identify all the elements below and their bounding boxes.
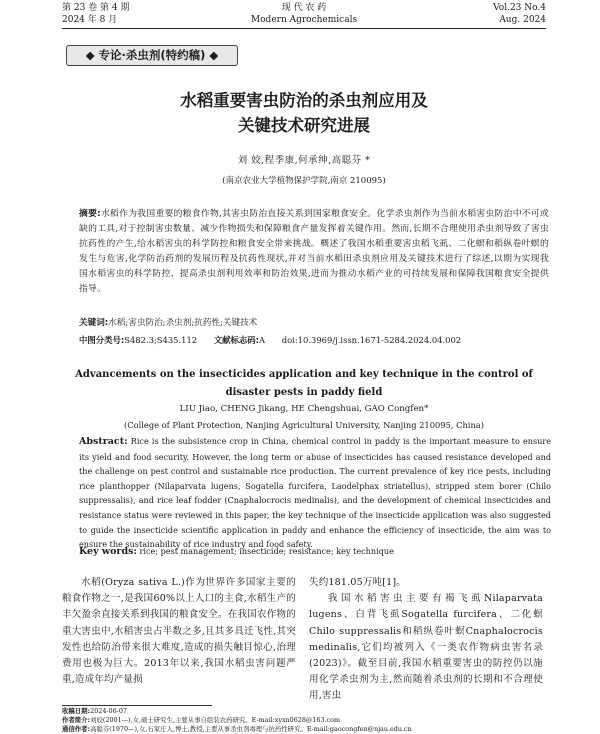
volume-issue-en: Vol.23 No.4: [493, 3, 546, 13]
footnote-author: [62, 716, 340, 725]
abstract-en-label: Abstract:: [79, 436, 128, 447]
volume-issue-cn: 第 23 卷 第 4 期: [62, 3, 130, 13]
doi[interactable]: doi:10.3969/j.issn.1671-5284.2024.04.002: [281, 335, 462, 345]
abstract-cn-text: 水稻作为我国重要的粮食作物,其害虫防治直接关系到国家粮食安全。化学杀虫剂作为当前水稻害虫防治中不可或缺的工具,对于控制害虫数量、减少作物损失和保障粮食产量发挥着关键作用。然而,长期不合理使用杀虫剂导致了害虫抗药性的产生,给水稻害虫的科学防控和粮食安全带来挑战。概述了我国水稻重要害虫稻飞虱、二化螟和稻纵卷叶螟的发生与危害,化学防治药剂的发展历程及抗药性现状,并对当前水稻田杀虫剂应用及关键技术进行了综述,以期为实现我国水稻害虫的科学防控、提高杀虫剂利用效率和防治效果,进而为推动水稻产业的可持续发展和保障我国粮食安全提供指导。: [79, 209, 549, 294]
keywords-cn: [79, 316, 549, 330]
author-bio: 刘姣(2001—),女,硕士研究生,主要从事自组装农药研究。E-mail:xyxn0628@163.com: [90, 716, 341, 724]
body-column-left: [62, 575, 296, 688]
doc-code-value: A: [259, 335, 266, 345]
clc-label: 中图分类号:: [79, 335, 125, 345]
keywords-cn-text: 水稻;害虫防治;杀虫剂;抗药性;关键技术: [108, 318, 258, 328]
body-paragraph-continued: 失约181.05万吨[1]。: [309, 577, 406, 588]
title-en-line-2: disaster pests in paddy field: [225, 387, 383, 398]
title-cn-line-2: 关键技术研究进展: [238, 116, 370, 135]
title-en: [70, 366, 538, 402]
abstract-en-text: Rice is the subsistence crop in China, chemical control in paddy is the important measure to ensure its yield and food security. However, the long term or abuse of insecticides has caused resistance developed and the challenge on pest control and sustainable rice production. The current prevalence of key rice pests, including rice planthopper (Nilaparvata lugens, Sogatella furcifera, Laodelphax striatellus), stripped stem borer (Chilo suppressalis), and rice leaf fodder (Cnaphalocrocis medinalis), and the development of chemical insecticides and resistance status were reviewed in this paper, the key technique of the insecticide application was also suggested to guide the insecticide scientific application in paddy and enhance the efficiency of insecticide, the aim was to ensure the sustainability of rice industry and food safety.: [79, 436, 551, 550]
keywords-cn-label: 关键词:: [79, 318, 109, 328]
header-rule: [62, 28, 546, 29]
received-label: 收稿日期:: [62, 707, 91, 715]
article-meta: [79, 333, 559, 347]
corresponding-label: 通信作者:: [62, 725, 91, 733]
body-paragraph: 我国水稻害虫主要有褐飞虱Nilaparvata lugens、白背飞虱Sogatella furcifera、二化螟Chilo suppressalis和稻纵卷叶螟Cnaphalocrocis medinalis,它们均被列入《一类农作物病虫害名录(2023)》。截至目前,我国水稻重要害虫的防控仍以施用化学杀虫剂为主,然而随着杀虫剂的长期和不合理使用,害虫: [309, 593, 543, 702]
keywords-en-text: rice; pest management; insecticide; resistance; key technique: [139, 546, 394, 556]
date-cn: 2024 年 8 月: [62, 15, 118, 25]
authors-en: LIU Jiao, CHENG Jikang, HE Chengshuai, GAO Congfen*: [179, 404, 429, 414]
abstract-cn-label: 摘要:: [79, 209, 101, 219]
title-en-line-1: Advancements on the insecticides application and key technique in the control of: [75, 369, 533, 380]
footnote-received: [62, 707, 127, 716]
doc-code-label: 文献标志码:: [213, 335, 260, 345]
keywords-en-label: Key words:: [79, 546, 137, 557]
clc-value: S482.3;S435.112: [124, 335, 198, 345]
body-column-right: [309, 575, 543, 705]
corresponding-author: 高聪芬(1970—),女,石家庄人,博士,教授,主要从事杀虫剂毒理与抗药性研究。E-mail:gaocongfen@njau.edu.cn: [90, 725, 412, 733]
footnote-rule: [62, 705, 212, 706]
title-cn: [62, 88, 546, 138]
author-bio-label: 作者简介:: [62, 716, 91, 724]
journal-name-cn: 现 代 农 药: [281, 3, 327, 13]
title-cn-line-1: 水稻重要害虫防治的杀虫剂应用及: [180, 91, 428, 110]
journal-name-en: Modern Agrochemicals: [250, 15, 358, 25]
date-en: Aug. 2024: [499, 15, 546, 25]
section-tag: ◆ 专论·杀虫剂(特约稿) ◆: [66, 45, 238, 66]
affiliation-cn: (南京农业大学植物保护学院,南京 210095): [222, 176, 386, 186]
received-date: 2024-06-07: [90, 707, 127, 715]
abstract-cn: [79, 207, 549, 297]
authors-cn: 刘 姣,程季康,何承绅,高聪芬 *: [237, 155, 371, 166]
body-paragraph: 水稻(Oryza sativa L.)作为世界许多国家主要的粮食作物之一,是我国60%以上人口的主食,水稻生产的丰欠盈余直接关系到我国的粮食安全。在我国农作物的重大害虫中,水稻害虫占半数之多,且其多具迁飞性,其突发性也给防治带来很大难度,造成的损失触目惊心,治理费用也极为巨大。2013年以来,我国水稻虫害问题严重,造成年均产量损: [62, 577, 296, 686]
affiliation-en: (College of Plant Protection, Nanjing Agricultural University, Nanjing 210095, China): [124, 420, 484, 430]
abstract-en: [79, 434, 551, 552]
keywords-en: [79, 544, 551, 559]
